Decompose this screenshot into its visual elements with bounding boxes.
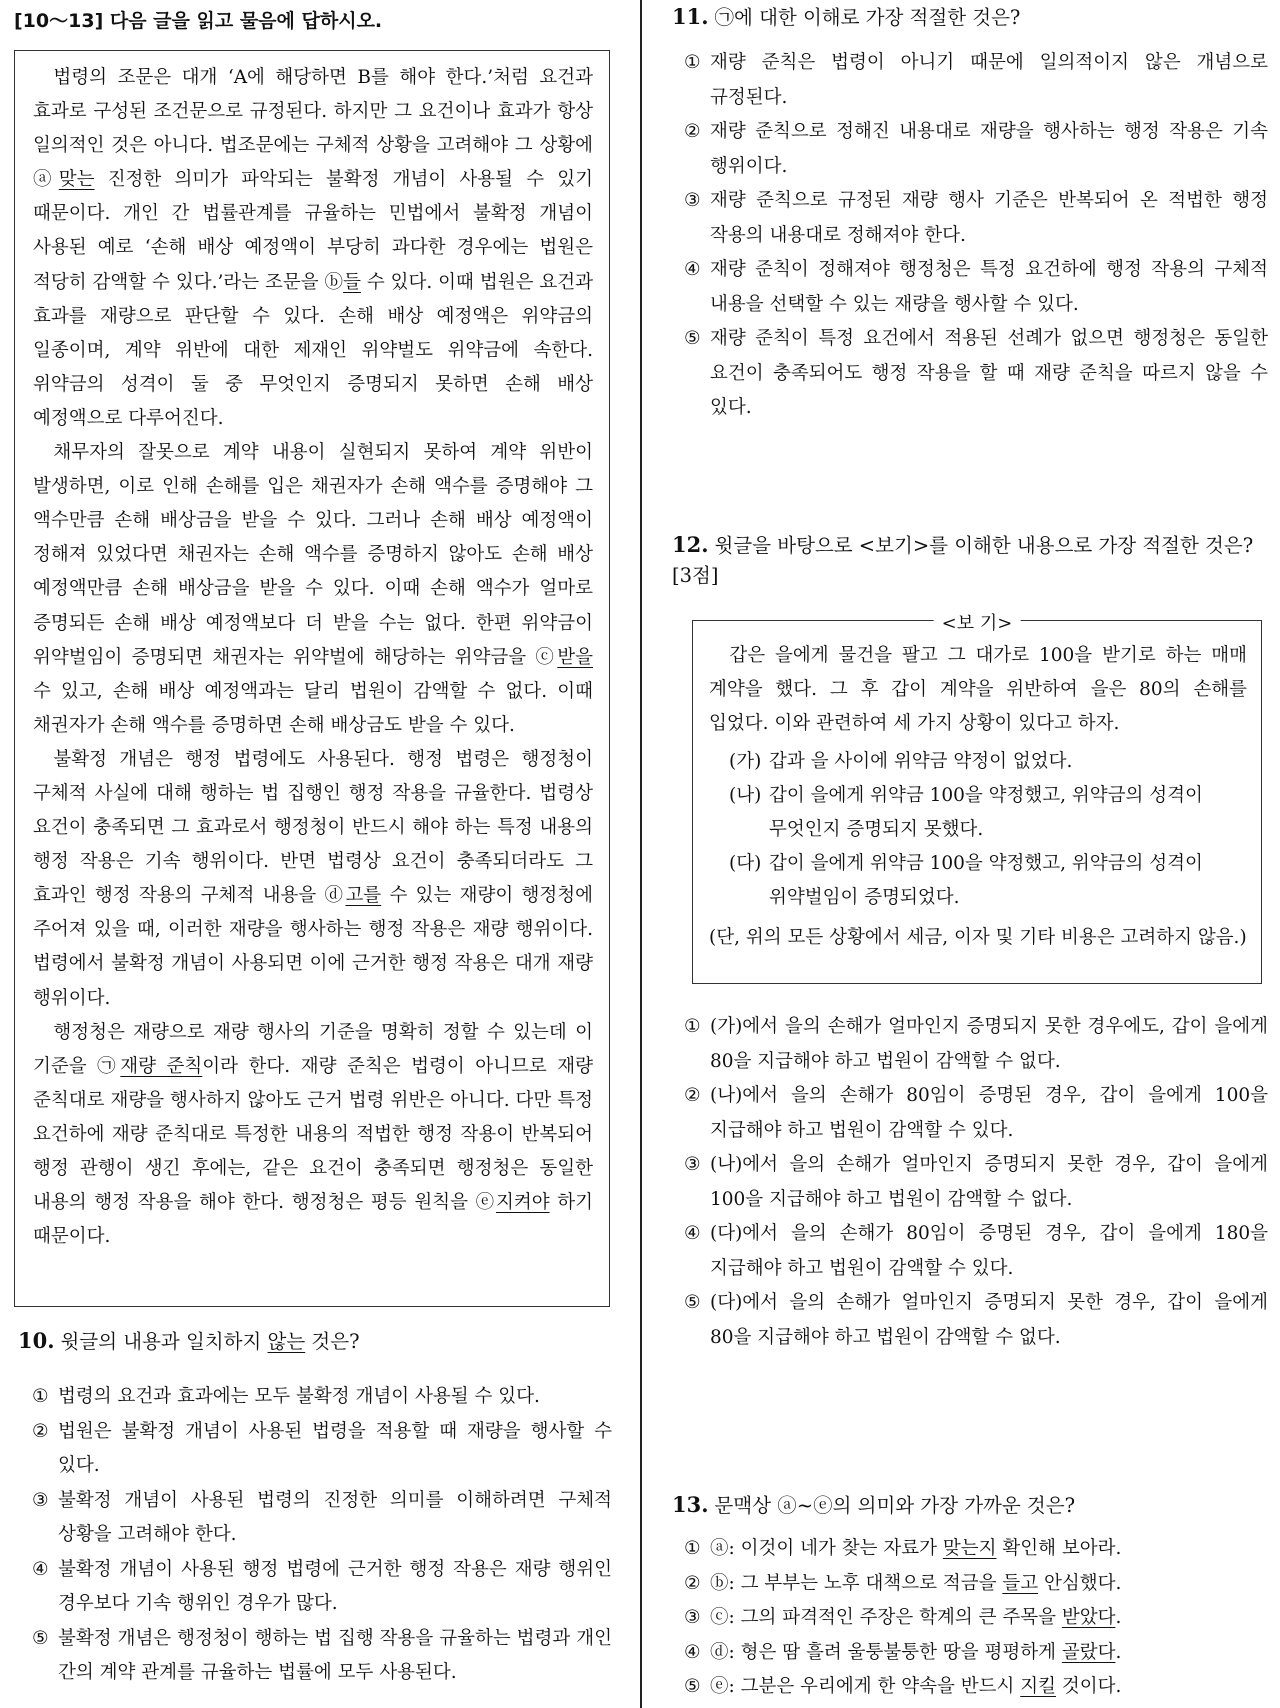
choice-item[interactable]: ③ 재량 준칙으로 규정된 재량 행사 기준은 반복되어 온 적법한 행정 작용의 내용대로 정해져야 한다.: [684, 190, 1268, 246]
question-13-stem: 13. 문맥상 ⓐ~ⓔ의 의미와 가장 가까운 것은?: [672, 1492, 1076, 1517]
choice-item[interactable]: ③ 불확정 개념이 사용된 법령의 진정한 의미를 이해하려면 구체적 상황을 고려해야 한다.: [32, 1489, 612, 1545]
question-set-header: [10～13] 다음 글을 읽고 물음에 답하시오.: [14, 10, 383, 32]
choice-item[interactable]: ④ ⓓ: 형은 땀 흘려 울퉁불퉁한 땅을 평평하게 골랐다.: [684, 1641, 1122, 1663]
choice-item[interactable]: ⑤ (다)에서 을의 손해가 얼마인지 증명되지 못한 경우, 갑이 을에게 80을 지급해야 하고 법원이 감액할 수 없다.: [684, 1292, 1268, 1348]
question-number: 11.: [672, 4, 709, 29]
marker-d: ⓓ: [324, 885, 346, 907]
marker-b: ⓑ: [324, 271, 344, 293]
question-13-choices: [672, 1532, 1268, 1705]
bogi-case: (다) 갑이 을에게 위약금 100을 약정했고, 위약금의 성격이 위약벌임이 증명되었다.: [729, 853, 1203, 908]
underlined-word-e: 지켜야: [495, 1192, 550, 1214]
question-11-stem: 11. ㉠에 대한 이해로 가장 적절한 것은?: [672, 4, 1021, 29]
question-10-choices: [20, 1380, 612, 1691]
choice-item[interactable]: ⑤ 재량 준칙이 특정 요건에서 적용된 선례가 없으면 행정청은 동일한 요건이 충족되어도 행정 작용을 할 때 재량 준칙을 따르지 않을 수 있다.: [684, 328, 1268, 418]
bogi-label: <보 기>: [934, 609, 1021, 635]
choice-item[interactable]: ② ⓑ: 그 부부는 노후 대책으로 적금을 들고 안심했다.: [684, 1572, 1122, 1594]
choice-item[interactable]: ② 법원은 불확정 개념이 사용된 법령을 적용할 때 재량을 행사할 수 있다.: [32, 1420, 612, 1476]
underlined-word: 지킬: [1020, 1676, 1056, 1697]
underlined-word-c: 받을: [557, 646, 593, 668]
choice-item[interactable]: ① (가)에서 을의 손해가 얼마인지 증명되지 못한 경우에도, 갑이 을에게 80을 지급해야 하고 법원이 감액할 수 없다.: [684, 1016, 1268, 1072]
marker-a: ⓐ: [33, 169, 59, 191]
passage-paragraph-3: 불확정 개념은 행정 법령에도 사용된다. 행정 법령은 행정청이 구체적 사실에 대해 행하는 법 집행인 행정 작용을 규율한다. 법령상 요건이 충족되면 그 효과로서 행정청이 반드시 해야 하는 특정 내용의 행정 작용은 기속 행위이다. 반면 법령상 요건이 충족되더라도 그 효과인 행정 작용의 구체적 내용을 ⓓ고를 수 있는 재량이 행정청에 주어져 있을 때, 이러한 재량을 행사하는 행정 작용은 재량 행위이다. 법령에서 불확정 개념이 사용되면 이에 근거한 행정 작용은 대개 재량 행위이다.: [33, 748, 593, 1009]
choice-item[interactable]: ① 법령의 요건과 효과에는 모두 불확정 개념이 사용될 수 있다.: [32, 1386, 540, 1407]
underlined-word: 골랐다: [1061, 1641, 1116, 1663]
bogi-case: (나) 갑이 을에게 위약금 100을 약정했고, 위약금의 성격이 무엇인지 증명되지 못했다.: [729, 785, 1203, 840]
choice-item[interactable]: ③ (나)에서 을의 손해가 얼마인지 증명되지 못한 경우, 갑이 을에게 100을 지급해야 하고 법원이 감액할 수 없다.: [684, 1154, 1268, 1210]
underlined-word: 들고: [1002, 1572, 1039, 1594]
question-number: 12.: [672, 532, 709, 557]
emphasis-not: 않는: [267, 1330, 306, 1353]
bogi-intro: 갑은 을에게 물건을 팔고 그 대가로 100을 받기로 하는 매매 계약을 했다. 그 후 갑이 계약을 위반하여 을은 80의 손해를 입었다. 이와 관련하여 세 가지 상황이 있다고 하자.: [709, 645, 1247, 734]
question-12-choices: [672, 1010, 1268, 1355]
question-12-stem: 12. 윗글을 바탕으로 <보기>를 이해한 내용으로 가장 적절한 것은? [3점]: [672, 532, 1254, 587]
choice-item[interactable]: ① 재량 준칙은 법령이 아니기 때문에 일의적이지 않은 개념으로 규정된다.: [684, 52, 1268, 108]
bogi-case: (가) 갑과 을 사이에 위약금 약정이 없었다.: [729, 751, 1073, 772]
passage-paragraph-1: 법령의 조문은 대개 ‘A에 해당하면 B를 해야 한다.’처럼 요건과 효과로 구성된 조건문으로 규정된다. 하지만 그 요건이나 효과가 항상 일의적인 것은 아니다. 법조문에는 구체적 상황을 고려해야 그 상황에 ⓐ맞는 진정한 의미가 파악되는 불확정 개념이 사용될 수 있기 때문이다. 개인 간 법률관계를 규율하는 민법에서 불확정 개념이 사용된 예로 ‘손해 배상 예정액이 부당히 과다한 경우에는 법원은 적당히 감액할 수 있다.’라는 조문을 ⓑ들 수 있다. 이때 법원은 요건과 효과를 재량으로 판단할 수 있다. 손해 배상 예정액은 위약금의 일종이며, 계약 위반에 대한 제재인 위약벌도 위약금에 속한다. 위약금의 성격이 둘 중 무엇인지 증명되지 못하면 손해 배상 예정액으로 다루어진다.: [33, 67, 593, 429]
marker-giyeok: ㉠: [97, 1055, 121, 1077]
passage-box: [14, 50, 610, 1307]
underlined-term-jaeryang-junchik: 재량 준칙: [120, 1055, 203, 1077]
underlined-word-d: 고를: [345, 885, 382, 907]
choice-item[interactable]: ③ ⓒ: 그의 파격적인 주장은 학계의 큰 주목을 받았다.: [684, 1607, 1122, 1628]
underlined-word: 맞는지: [942, 1538, 997, 1559]
question-11-choices: [672, 46, 1268, 426]
question-10-stem: 10. 윗글의 내용과 일치하지 않는 것은?: [18, 1328, 360, 1353]
choice-item[interactable]: ④ (다)에서 을의 손해가 80임이 증명된 경우, 갑이 을에게 180을 지급해야 하고 법원이 감액할 수 있다.: [684, 1223, 1268, 1279]
bogi-cases: [709, 745, 1247, 915]
choice-item[interactable]: ⑤ ⓔ: 그분은 우리에게 한 약속을 반드시 지킬 것이다.: [684, 1676, 1122, 1697]
choice-item[interactable]: ② 재량 준칙으로 정해진 내용대로 재량을 행사하는 행정 작용은 기속 행위이다.: [684, 121, 1268, 177]
underlined-word-b: 들: [343, 271, 361, 293]
choice-item[interactable]: ④ 불확정 개념이 사용된 행정 법령에 근거한 행정 작용은 재량 행위인 경우보다 기속 행위인 경우가 많다.: [32, 1558, 612, 1614]
question-number: 10.: [18, 1328, 55, 1353]
passage-paragraph-4: 행정청은 재량으로 재량 행사의 기준을 명확히 정할 수 있는데 이 기준을 ㉠재량 준칙이라 한다. 재량 준칙은 법령이 아니므로 재량 준칙대로 재량을 행사하지 않아도 근거 법령 위반은 아니다. 다만 특정 요건하에 재량 준칙대로 특정한 내용의 적법한 행정 작용이 반복되어 행정 관행이 생긴 후에는, 같은 요건이 충족되면 행정청은 동일한 내용의 행정 작용을 해야 한다. 행정청은 평등 원칙을 ⓔ지켜야 하기 때문이다.: [33, 1021, 594, 1248]
marker-c: ⓒ: [535, 646, 558, 668]
choice-item[interactable]: ④ 재량 준칙이 정해져야 행정청은 특정 요건하에 행정 작용의 구체적 내용을 선택할 수 있는 재량을 행사할 수 있다.: [684, 259, 1268, 315]
passage-paragraph-2: 채무자의 잘못으로 계약 내용이 실현되지 못하여 계약 위반이 발생하면, 이로 인해 손해를 입은 채권자가 손해 액수를 증명해야 그 액수만큼 손해 배상금을 받을 수 있다. 그러나 손해 배상 예정액이 정해져 있었다면 채권자는 손해 액수를 증명하지 않아도 손해 배상 예정액만큼 손해 배상금을 받을 수 있다. 이때 손해 액수가 얼마로 증명되든 손해 배상 예정액보다 더 받을 수는 없다. 한편 위약금이 위약벌임이 증명되면 채권자는 위약벌에 해당하는 위약금을 ⓒ받을 수 있고, 손해 배상 예정액과는 달리 법원이 감액할 수 없다. 이때 채권자가 손해 액수를 증명하면 손해 배상금도 받을 수 있다.: [33, 442, 593, 736]
choice-item[interactable]: ① ⓐ: 이것이 네가 찾는 자료가 맞는지 확인해 보아라.: [684, 1538, 1122, 1559]
underlined-word: 받았다: [1061, 1607, 1116, 1628]
choice-item[interactable]: ⑤ 불확정 개념은 행정청이 행하는 법 집행 작용을 규율하는 법령과 개인 간의 계약 관계를 규율하는 법률에 모두 사용된다.: [32, 1627, 612, 1683]
bogi-note: (단, 위의 모든 상황에서 세금, 이자 및 기타 비용은 고려하지 않음.): [709, 927, 1247, 948]
question-number: 13.: [672, 1492, 709, 1517]
bogi-box: [692, 613, 1262, 984]
marker-e: ⓔ: [475, 1192, 496, 1214]
underlined-word-a: 맞는: [58, 169, 95, 191]
choice-item[interactable]: ② (나)에서 을의 손해가 80임이 증명된 경우, 갑이 을에게 100을 지급해야 하고 법원이 감액할 수 있다.: [684, 1085, 1268, 1141]
column-divider: [640, 0, 642, 1708]
